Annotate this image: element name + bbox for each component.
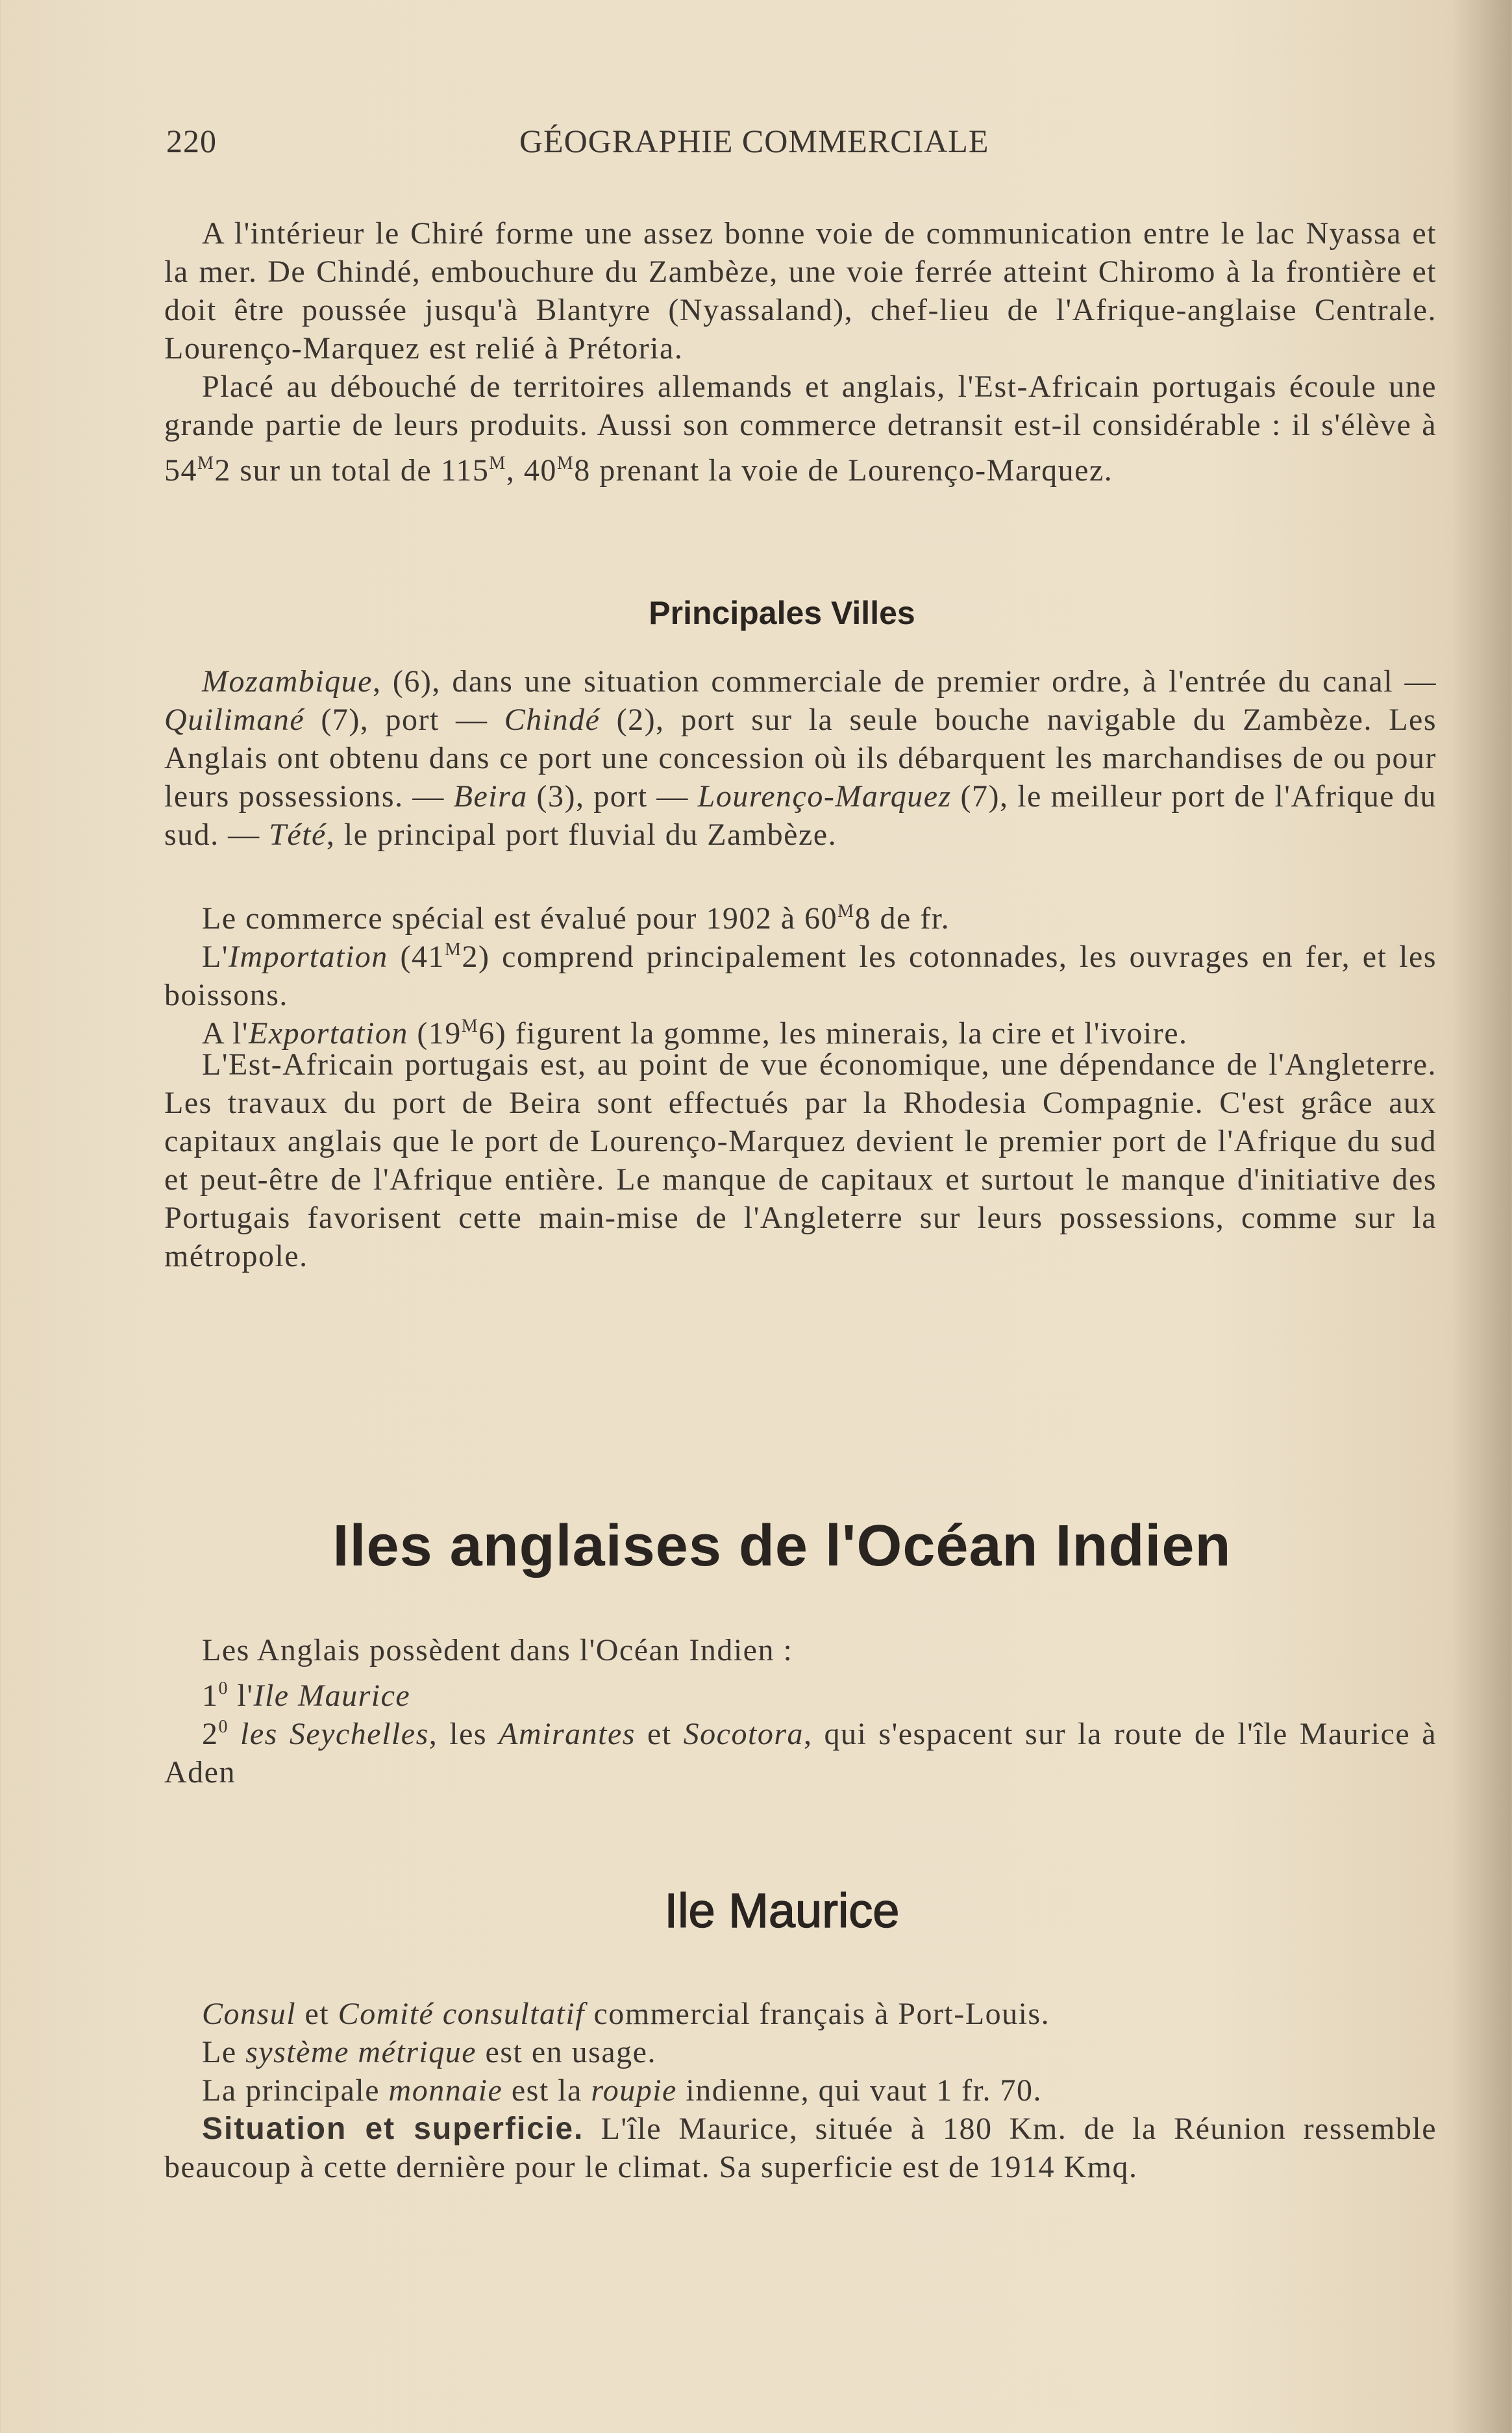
text-run: , les	[428, 1717, 499, 1751]
superscript: M	[461, 1016, 479, 1036]
text-run: L'	[202, 940, 229, 974]
text-run: L'île Maurice, située à 180 Km. de la Réunion ressemble beaucoup à cette dernière pour le climat. Sa superficie est de 1914 Kmq.	[164, 2112, 1437, 2184]
paragraph	[164, 214, 1437, 368]
superscript: 0	[218, 1717, 229, 1737]
text-run: l'	[229, 1678, 254, 1713]
italic-term: Importation	[228, 940, 388, 974]
text-run: Placé au débouché de territoires allemands et anglais, l'Est-Africain portugais écoule une grande partie de leurs produits. Aussi son commerce detransit est-il considérable : il s'élève à 54	[164, 369, 1437, 488]
text-run: (3), port —	[527, 779, 698, 814]
text-run: 8 de fr.	[854, 901, 950, 936]
text-run: est la	[502, 2073, 591, 2108]
paragraph	[164, 2033, 1437, 2071]
section-heading-principales-villes: Principales Villes	[649, 595, 915, 631]
text-run: Les Anglais possèdent dans l'Océan Indien :	[202, 1633, 793, 1667]
italic-term: Comité consultatif	[338, 1997, 585, 2031]
paragraph	[164, 1708, 1437, 1791]
text-run: (7), port —	[304, 703, 504, 737]
paragraph	[164, 2071, 1437, 2110]
italic-term: Mozambique	[202, 664, 373, 699]
text-run: (41	[388, 940, 445, 974]
text-run: et	[296, 1997, 338, 2031]
paragraph	[164, 1631, 1437, 1669]
text-run: (7), le meilleur port de l'Afrique du sud. —	[164, 779, 1437, 852]
text-run: , 40	[506, 453, 557, 488]
text-run: 6) figurent la gomme, les minerais, la cire et l'ivoire.	[478, 1016, 1188, 1051]
superscript: M	[837, 901, 855, 921]
italic-term: Tété	[269, 817, 327, 852]
paragraph	[164, 662, 1437, 854]
text-run: et	[635, 1717, 684, 1751]
text-run: L'Est-Africain portugais est, au point de vue économique, une dépendance de l'Angleterre. Les travaux du port de Beira sont effectués par la Rhodesia Compagnie. C'est grâce aux capitaux anglais que le port de Lourenço-Marquez devient le premier port de l'Afrique du sud et peut-être de l'Afrique entière. Le manque de capitaux et surtout le manque d'initiative des Portugais favorisent cette main-mise de l'Angleterre sur leurs possessions, comme sur la métropole.	[164, 1047, 1437, 1273]
text-run: indienne, qui vaut 1 fr. 70.	[676, 2073, 1042, 2108]
page-number: 220	[166, 123, 217, 159]
text-run: Le	[202, 2035, 246, 2069]
text-run: , (6), dans une situation commerciale de premier ordre, à l'entrée du canal —	[372, 664, 1437, 699]
text-run: (19	[408, 1016, 462, 1051]
text-run: La principale	[202, 2073, 389, 2108]
text-run: 2 sur un total de 115	[214, 453, 490, 488]
italic-term: roupie	[591, 2073, 677, 2108]
superscript: M	[556, 453, 575, 473]
running-title: GÉOGRAPHIE COMMERCIALE	[519, 123, 989, 159]
paragraph	[164, 368, 1437, 490]
italic-term: Quilimané	[164, 703, 305, 737]
italic-term: Beira	[453, 779, 528, 814]
chapter-heading-ile-maurice: Ile Maurice	[664, 1884, 900, 1938]
text-run: 8 prenant la voie de Lourenço-Marquez.	[574, 453, 1113, 488]
text-run: est en usage.	[477, 2035, 656, 2069]
text-run: (2), port sur la seule bouche navigable du Zambèze. Les Anglais ont obtenu dans ce port une concession où ils débarquent les marchandises de ou pour leurs possessions. —	[164, 703, 1437, 814]
superscript: M	[489, 453, 506, 473]
paragraph	[164, 1995, 1437, 2033]
italic-term: Consul	[202, 1997, 297, 2031]
italic-term: Amirantes	[499, 1717, 636, 1751]
text-run: 2) comprend principalement les cotonnades, les ouvrages en fer, et les boissons.	[164, 940, 1437, 1012]
paragraph	[164, 2110, 1437, 2186]
text-run: 2	[202, 1717, 219, 1751]
superscript: 0	[218, 1678, 229, 1699]
paragraph	[164, 930, 1437, 1014]
text-run: , le principal port fluvial du Zambèze.	[326, 817, 837, 852]
italic-term: les Seychelles	[240, 1717, 429, 1751]
italic-term: Socotora	[683, 1717, 804, 1751]
text-run: , qui s'espacent sur la route de l'île Maurice à Aden	[164, 1717, 1437, 1790]
text-run: commercial français à Port-Louis.	[585, 1997, 1050, 2031]
italic-term: Exportation	[249, 1016, 408, 1051]
superscript: M	[445, 940, 462, 960]
bold-run-in-heading: Situation et superficie.	[202, 2112, 584, 2146]
text-run: Le commerce spécial est évalué pour 1902 à 60	[202, 901, 838, 936]
italic-term: Lourenço-Marquez	[697, 779, 952, 814]
text-run: 1	[202, 1678, 219, 1713]
paragraph	[164, 1045, 1437, 1275]
chapter-heading-iles-anglaises: Iles anglaises de l'Océan Indien	[332, 1514, 1232, 1578]
italic-term: Chindé	[504, 703, 601, 737]
superscript: M	[197, 453, 215, 473]
text-run: A l'intérieur le Chiré forme une assez bonne voie de communication entre le lac Nyassa et la mer. De Chindé, embouchure du Zambèze, une voie ferrée atteint Chiromo à la frontière et doit être poussée jusqu'à Blantyre (Nyassaland), chef-lieu de l'Afrique-anglaise Centrale. Lourenço-Marquez est relié à Prétoria.	[164, 216, 1437, 366]
text-run	[229, 1717, 240, 1751]
text-run: A l'	[202, 1016, 249, 1051]
italic-term: monnaie	[388, 2073, 503, 2108]
italic-term: Ile Maurice	[253, 1678, 411, 1713]
italic-term: système métrique	[245, 2035, 477, 2069]
